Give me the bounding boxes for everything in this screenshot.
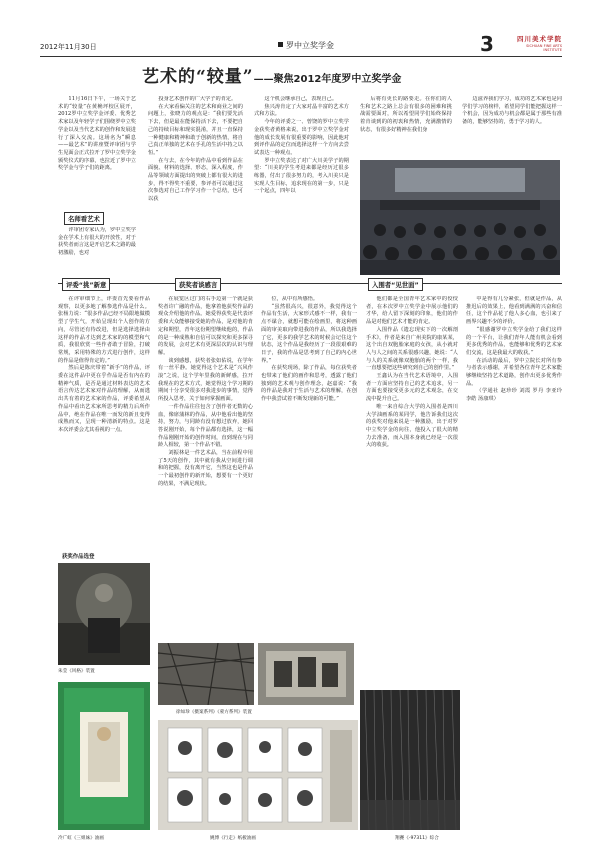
paragraph: 在与去，在今年的作品中看到作品在面貌、材料的选择、形态，深入程度，作品等领域方面提出的突破上都有很大的进步，得不得奖不重要，参评者可以通过这次参选对自己工作学习作一个总结，也可以获 [148,157,243,203]
paragraph: 刘振林是一件艺术品，当在前程中用了5天的创作，其中就有我从空间进行调和的把握，没有离开它，当然这也是作品一个最初创作的新开始，想要有一个更好的结果，不满足现状。 [158,450,253,487]
section-divider [58,283,562,284]
paragraph: 在评审细节上，评委首先要看作品观察，以更多地了解参选作品是什么。张杨力说：“很多作品已经不局限地做模型了学生气，开始呈现出个人创作的方向，尽管还有待改进，但是选择选择由这样的作品才达到艺术家的的模型和气质，我很欣赏一些作者敢于冒险，打破常规，采用特殊的方式进行创作，这样的作品是值得肯定的。” [58,296,150,364]
paragraph: 中是得有几分紧张，但就是作品，从推迟后的效果上，他看到满满的兴奋和信任，这个作品花了他人多心血，也引来了画界兴趣不少的评价。 [466,296,562,326]
paragraph: 他们都是全国青年艺术家中的佼佼者，在本次罗中立奖学金中展示他们的才华，给人留下深刻的印象，他们的作品是对他们艺术才能的肯定。 [366,296,458,326]
paragraph: 投身艺术创作的广大学子的肯定。 [158,96,237,102]
section-head-winners: 获奖者谈感言 [175,278,221,291]
paragraph: 评审团专家认为，罗中立奖学金在学术上有很大的开放性，对于获奖者而言这是开启艺术之路的最初激励，也对 [58,227,136,257]
artwork-image-5 [360,690,460,830]
section-head-entry: 入围者“见世面” [368,278,423,291]
article-entry-cont [466,296,562,681]
article-col3 [254,96,349,276]
article-intro [58,96,136,211]
article-col5 [462,96,562,156]
paragraph: 后将有更长的路要走。在你们的人生和艺术之路上总会有很多的困难和挑战需要面对，所以希望同学们始终保持着肯谈到的的初衷和热情，充满激情的状态，有很多好精神在我们身 [360,96,452,133]
logo-line2: SICHUAN FINE ARTS [526,44,562,48]
paragraph: “很感谢罗中立奖学金给了我们这样的一个平台，让我们青年人能有机会看到更多优秀的作品，也能够和优秀的艺术家们交流，这是我最大的收获。” [466,326,562,356]
paragraph: 在获奖现场，除了作品，每位获奖者也带来了他们的画作和思考，透露了他们独到的艺术观与创作理念，赵嘉说：“我的作品是我对于生活与艺术的理解，在创作中我尝试着不断发现新的可能。” [261,365,357,403]
article-col2 [148,96,243,276]
paragraph: 边滋养我们学习，成功的艺术家也是同学们学习的榜样，希望同学们能把握这样一个机会，因为成功与机会都是属于那些有准备的，能够坚持的，勇于学习的人。 [462,96,562,126]
paragraph: 然后是陈庆带着“新手”的作品，评委在这件品中更在乎作品是否有内在的精神气质，是否是通过材料表达的艺术语言传达艺术家对作品的理解，从而逃出共有着的艺术家的作品，评委希望从作品中看出艺术家所思考的精力后所作品中，绝在作品在唯一而发的新且变得成熟而又，呈现一种清新的特点。这是本次评委会尤其看视的一点。 [58,365,150,433]
artwork-image-2 [58,682,150,830]
page-number: 3 [480,32,494,56]
paragraph: 唯一来自综合大学的入围者是四川大学油画系的某同学，他告诉我们这次的获奖对他来说是一种激励，出于对罗中立奖学金的向往，他投入了很大的精力去准备，而入围本身就已经是一次很大的收获。 [366,403,458,449]
paragraph: 今年的评委之一、曾饶的罗中立奖学金获奖者黄格来说，出于罗中立奖学金对他的成长发展有很重要的影响，因此他对到评作品的定位而选择这样一个方向去尝试表达一种观点。 [254,119,349,156]
artwork-image-1 [58,563,150,665]
paragraph: 王鑫认为在当代艺术语境中，入围者一方面应坚持自己的艺术追求，另一方面也要接受更多元的艺术观念，在交流中提升自己。 [366,373,458,403]
paragraph: 一件作品往往包含了创作者无数的心血，像席蒲林的作品，从中他看出他的坚持，努力，与同龄有没有想过放弃，她回答说刚开始，每个作品都有选择，这一幅作品刚刚开始的创作时间，直到现在与同龄人相较，第一个作品不错。 [158,403,253,449]
section-head-judges: 名师看艺术 [64,212,104,225]
artwork-section-label: 获奖作品选登 [62,554,95,560]
paragraph: “虽然很高兴，很意外，我觉得这个作品有生活，大家形式感不一样，我有一点不谋合，就想可能在绘画里，将这种画面的审美取向带进我的作品，所以我选择了它，更多的我学艺术的时候会记住这个状态，这个作品是我经历了一段很艰难的日子，我的作品是思考到了自己的内心世界。” [261,303,357,364]
article-col4 [360,96,452,156]
artwork-image-4 [158,720,358,830]
paragraph: 在大家看偏关注的艺术和商业之间的问题上，张晓力的观点是：“我们要先活下去，但是最在能保持活下去，不要把自己的持续目标和现实混淆，并且一直保持一种健康和精神和敢于创新的热情，将自己真正单独的艺术在手孔的生活中持之以恒。” [148,103,243,156]
paragraph: 11月16日下午，一场关于艺术的“较量”在黄桷坪校区展开，2012罗中立奖学金评委、优秀艺术家以及年轻学子们围绕罗中立奖学金以及当代艺术的创作和发展进行了深入交流。这场名为“瞬息——最艺术”的讲座暨评审团与学生见面会正式拉开了罗中立奖学金颁奖仪式的序幕，也拉近了罗中立奖学金与学子们的距离。 [58,96,136,172]
paragraph: 位，从中有所感悟。 [271,296,319,302]
article-winners-cont [261,296,357,631]
article-judges [58,227,136,275]
paragraph: 罗中立奖表达了对广大川美学子的期望：“川美的学生考进来都是经历过很多练器，付出了很多努力的，考入川美只是实现人生目标，追求现在的第一步，只是一个起点，四年以 [254,157,349,195]
paragraph: 谈到感想，获奖者张如佑说，在学年有一丝平静。她觉得这个艺术是“兴风作浪”之说，这个学年里我的新鲜感，拉开我现在的艺术方式，她觉得这个学习期的期间十分享受很多对我进步的事情，觉得所投入思考，关于如何掌握画面。 [158,357,253,403]
paragraph: 焦兴涛肯定了大家对晶丰富的艺术方式和方法。 [254,103,349,118]
caption-5: 翔賽《-97311》综合 [395,836,439,841]
caption-4: 姚博《行走》纸板油画 [210,836,256,841]
section-head-critique: 评委“挑”新意 [62,278,110,291]
paragraph: （学通社 赵珍珍 刘霞 罗丹 李亚玲 李皓 汤康琪） [466,388,562,403]
page-header [40,32,562,57]
artwork-image-3b [258,643,354,705]
logo-line1: 四川美术学院 [517,35,562,43]
logo-line3: INSTITUTE [543,48,562,52]
headline-main: 艺术的“较量” [142,67,254,87]
headline-subtitle: ——聚焦2012年度罗中立奖学金 [253,74,402,85]
school-logo [510,34,562,52]
caption-1: 朱莹《风格》装置 [58,669,95,674]
caption-2: 冷广虹《三姐妹》油画 [58,836,104,841]
paragraph: 在活动的最后，罗中立院长对所有参与者表示感谢，并希望各位青年艺术家能够继续坚持艺术道路，创作出更多优秀作品。 [466,357,562,387]
artwork-image-3a [158,643,254,705]
article-winners [158,296,253,631]
section-name: 罗中立奖学金 [278,40,334,51]
article-entry [366,296,458,616]
paragraph: 在展览区过门的右手边第一个就是获奖者许广融的作品，他拿着他获奖作品的观众介绍他的作品。她爱得获奖是代表评委和大众能够接受她的作品，是对他的肯定和期望，青年这份期望继续他的，作品的是一种成熟和自信可以探究和更多探寻的发展，会对艺术有更深层次的认识与理解。 [158,296,253,356]
article-critique [58,296,150,536]
issue-date: 2012年11月30日 [40,43,97,51]
headline [142,62,401,87]
paragraph: 入围作品《遗忘现实下的一次解剖手术》，作者是来自广州美院的康某某，这个出自双胞胎家庭的女孩，从小就对人与人之间的关系很感兴趣，她说：“人与人的关系就像双胞胎的两个一样，我一直想要把这些研究到自己的创作里。” [366,326,458,372]
paragraph: 这个机会继承自己，表现自己。 [264,96,338,102]
event-photo [360,160,560,275]
caption-3: 徐如珍《摄案系列》《蒙方系列》装置 [176,710,252,715]
